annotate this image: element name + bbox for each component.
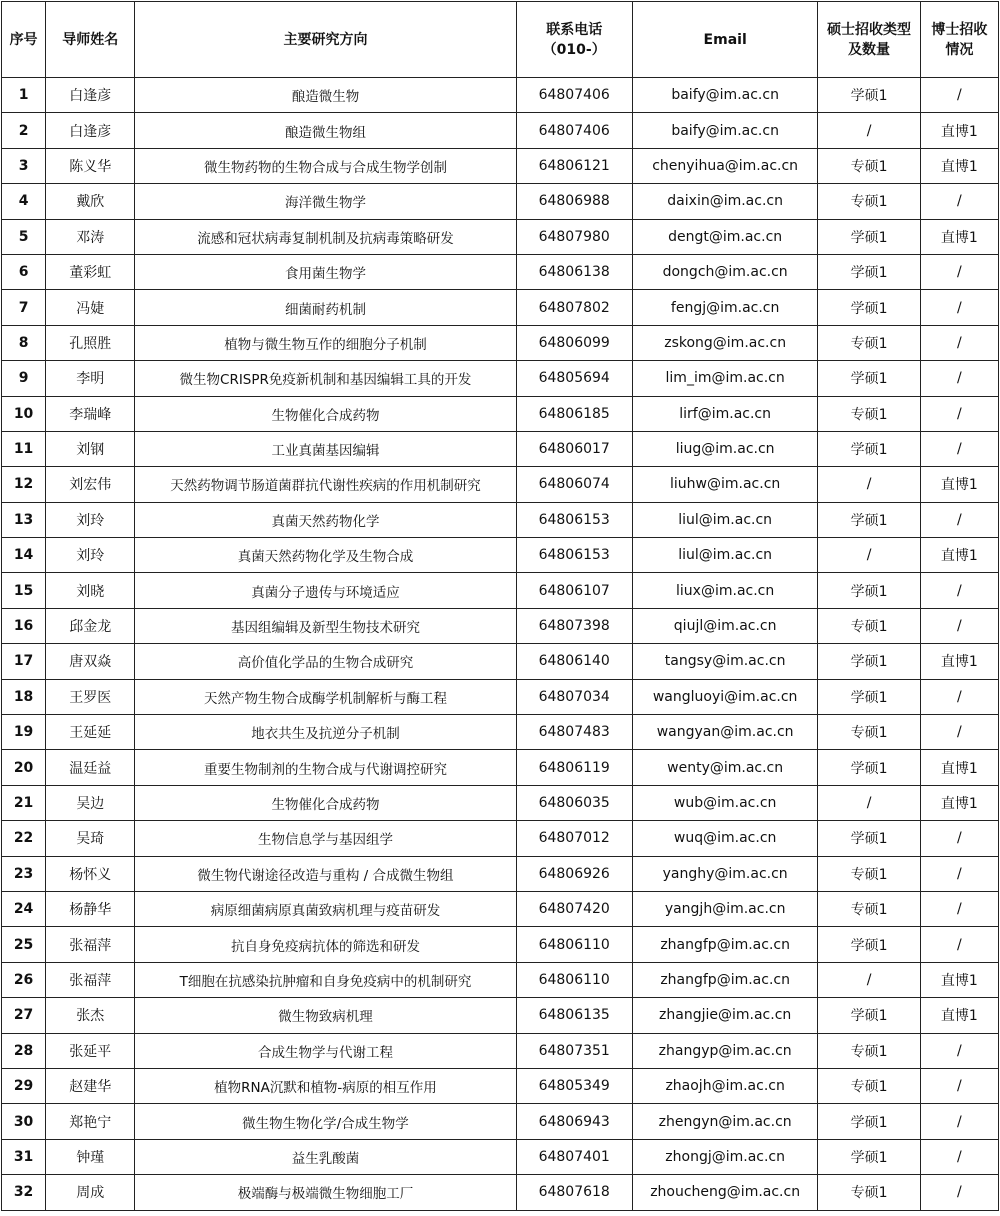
cell-masters-quota: 学硕1 <box>818 998 920 1033</box>
cell-phd-quota: 直博1 <box>920 962 998 997</box>
cell-email: fengj@im.ac.cn <box>632 290 818 325</box>
cell-phd-quota: / <box>920 1068 998 1103</box>
cell-advisor-name: 刘钢 <box>46 431 135 466</box>
cell-email: zhangjie@im.ac.cn <box>632 998 818 1033</box>
cell-phone: 64807406 <box>516 113 632 148</box>
cell-phone: 64807398 <box>516 608 632 643</box>
cell-research-direction: 酿造微生物组 <box>135 113 516 148</box>
cell-phone: 64807401 <box>516 1139 632 1174</box>
cell-phd-quota: / <box>920 715 998 750</box>
cell-research-direction: 抗自身免疫病抗体的筛选和研发 <box>135 927 516 962</box>
cell-masters-quota: 学硕1 <box>818 644 920 679</box>
cell-masters-quota: 学硕1 <box>818 573 920 608</box>
table-row <box>2 998 999 1033</box>
table-row <box>2 679 999 714</box>
cell-research-direction: 真菌分子遗传与环境适应 <box>135 573 516 608</box>
cell-research-direction: 天然产物生物合成酶学机制解析与酶工程 <box>135 679 516 714</box>
cell-index: 3 <box>2 148 46 183</box>
cell-phone: 64806153 <box>516 502 632 537</box>
table-row <box>2 1175 999 1210</box>
table-body <box>2 78 999 1211</box>
cell-phone: 64806110 <box>516 962 632 997</box>
cell-index: 32 <box>2 1175 46 1210</box>
cell-phd-quota: / <box>920 1033 998 1068</box>
cell-email: yanghy@im.ac.cn <box>632 856 818 891</box>
cell-email: qiujl@im.ac.cn <box>632 608 818 643</box>
cell-research-direction: 微生物生物化学/合成生物学 <box>135 1104 516 1139</box>
cell-email: zskong@im.ac.cn <box>632 325 818 360</box>
table-row <box>2 361 999 396</box>
cell-phd-quota: / <box>920 679 998 714</box>
cell-masters-quota: 学硕1 <box>818 679 920 714</box>
cell-masters-quota: / <box>818 538 920 573</box>
cell-index: 20 <box>2 750 46 785</box>
cell-research-direction: 微生物CRISPR免疫新机制和基因编辑工具的开发 <box>135 361 516 396</box>
table-row <box>2 431 999 466</box>
cell-masters-quota: 专硕1 <box>818 1033 920 1068</box>
cell-index: 25 <box>2 927 46 962</box>
cell-email: daixin@im.ac.cn <box>632 184 818 219</box>
header-phone <box>516 2 632 78</box>
cell-phone: 64807012 <box>516 821 632 856</box>
cell-phd-quota: 直博1 <box>920 644 998 679</box>
header-phd-quota <box>920 2 998 78</box>
cell-masters-quota: 学硕1 <box>818 927 920 962</box>
cell-phd-quota: / <box>920 1139 998 1174</box>
cell-advisor-name: 李瑞峰 <box>46 396 135 431</box>
table-row <box>2 148 999 183</box>
cell-research-direction: 极端酶与极端微生物细胞工厂 <box>135 1175 516 1210</box>
cell-masters-quota: 学硕1 <box>818 78 920 113</box>
cell-index: 2 <box>2 113 46 148</box>
cell-advisor-name: 陈义华 <box>46 148 135 183</box>
cell-index: 28 <box>2 1033 46 1068</box>
cell-advisor-name: 唐双焱 <box>46 644 135 679</box>
cell-advisor-name: 张福萍 <box>46 927 135 962</box>
cell-masters-quota: 专硕1 <box>818 148 920 183</box>
cell-email: liuhw@im.ac.cn <box>632 467 818 502</box>
cell-phd-quota: / <box>920 361 998 396</box>
cell-email: zhaojh@im.ac.cn <box>632 1068 818 1103</box>
cell-advisor-name: 刘宏伟 <box>46 467 135 502</box>
table-row <box>2 927 999 962</box>
cell-research-direction: 海洋微生物学 <box>135 184 516 219</box>
cell-index: 7 <box>2 290 46 325</box>
cell-phd-quota: / <box>920 290 998 325</box>
cell-phd-quota: / <box>920 927 998 962</box>
cell-index: 16 <box>2 608 46 643</box>
cell-phd-quota: 直博1 <box>920 148 998 183</box>
cell-research-direction: 酿造微生物 <box>135 78 516 113</box>
cell-email: dengt@im.ac.cn <box>632 219 818 254</box>
cell-email: tangsy@im.ac.cn <box>632 644 818 679</box>
cell-phd-quota: 直博1 <box>920 998 998 1033</box>
cell-phd-quota: / <box>920 325 998 360</box>
cell-index: 10 <box>2 396 46 431</box>
cell-phd-quota: / <box>920 502 998 537</box>
cell-index: 5 <box>2 219 46 254</box>
cell-phd-quota: 直博1 <box>920 785 998 820</box>
cell-phone: 64807406 <box>516 78 632 113</box>
cell-research-direction: 生物催化合成药物 <box>135 396 516 431</box>
cell-advisor-name: 孔照胜 <box>46 325 135 360</box>
cell-advisor-name: 王延延 <box>46 715 135 750</box>
table-header-row <box>2 2 999 78</box>
cell-phone: 64806135 <box>516 998 632 1033</box>
cell-advisor-name: 刘玲 <box>46 502 135 537</box>
cell-phone: 64807483 <box>516 715 632 750</box>
cell-masters-quota: 专硕1 <box>818 715 920 750</box>
cell-index: 27 <box>2 998 46 1033</box>
cell-research-direction: 微生物药物的生物合成与合成生物学创制 <box>135 148 516 183</box>
cell-email: wangyan@im.ac.cn <box>632 715 818 750</box>
cell-phone: 64806943 <box>516 1104 632 1139</box>
cell-research-direction: 生物信息学与基因组学 <box>135 821 516 856</box>
cell-advisor-name: 邓涛 <box>46 219 135 254</box>
cell-advisor-name: 李明 <box>46 361 135 396</box>
cell-phd-quota: 直博1 <box>920 113 998 148</box>
cell-index: 29 <box>2 1068 46 1103</box>
cell-advisor-name: 王罗医 <box>46 679 135 714</box>
cell-email: liul@im.ac.cn <box>632 502 818 537</box>
cell-masters-quota: 学硕1 <box>818 431 920 466</box>
cell-email: wuq@im.ac.cn <box>632 821 818 856</box>
cell-masters-quota: / <box>818 467 920 502</box>
cell-email: wangluoyi@im.ac.cn <box>632 679 818 714</box>
cell-phd-quota: / <box>920 184 998 219</box>
table-row <box>2 502 999 537</box>
cell-phd-quota: 直博1 <box>920 750 998 785</box>
cell-phone: 64806099 <box>516 325 632 360</box>
cell-advisor-name: 赵建华 <box>46 1068 135 1103</box>
header-phd-line1: 博士招收 <box>931 21 988 38</box>
cell-phd-quota: / <box>920 573 998 608</box>
cell-index: 6 <box>2 254 46 289</box>
cell-email: baify@im.ac.cn <box>632 113 818 148</box>
cell-phd-quota: 直博1 <box>920 219 998 254</box>
table-row <box>2 856 999 891</box>
cell-phone: 64805694 <box>516 361 632 396</box>
cell-phd-quota: / <box>920 856 998 891</box>
cell-index: 8 <box>2 325 46 360</box>
cell-advisor-name: 杨静华 <box>46 891 135 926</box>
table-row <box>2 1033 999 1068</box>
cell-phone: 64805349 <box>516 1068 632 1103</box>
cell-email: liux@im.ac.cn <box>632 573 818 608</box>
cell-advisor-name: 刘玲 <box>46 538 135 573</box>
header-phd-line2: 情况 <box>945 41 974 58</box>
cell-masters-quota: 专硕1 <box>818 184 920 219</box>
cell-index: 11 <box>2 431 46 466</box>
cell-advisor-name: 白逢彦 <box>46 78 135 113</box>
header-email: Email <box>632 2 818 78</box>
cell-advisor-name: 张福萍 <box>46 962 135 997</box>
cell-research-direction: 微生物致病机理 <box>135 998 516 1033</box>
cell-research-direction: 细菌耐药机制 <box>135 290 516 325</box>
cell-advisor-name: 白逢彦 <box>46 113 135 148</box>
cell-research-direction: 益生乳酸菌 <box>135 1139 516 1174</box>
cell-phd-quota: / <box>920 396 998 431</box>
cell-phd-quota: / <box>920 1104 998 1139</box>
cell-research-direction: 地衣共生及抗逆分子机制 <box>135 715 516 750</box>
cell-masters-quota: 学硕1 <box>818 750 920 785</box>
cell-phone: 64806926 <box>516 856 632 891</box>
cell-masters-quota: 学硕1 <box>818 821 920 856</box>
cell-email: chenyihua@im.ac.cn <box>632 148 818 183</box>
cell-masters-quota: 专硕1 <box>818 396 920 431</box>
cell-index: 24 <box>2 891 46 926</box>
cell-advisor-name: 邱金龙 <box>46 608 135 643</box>
cell-research-direction: 真菌天然药物化学及生物合成 <box>135 538 516 573</box>
table-row <box>2 785 999 820</box>
cell-email: zhangyp@im.ac.cn <box>632 1033 818 1068</box>
cell-advisor-name: 张杰 <box>46 998 135 1033</box>
cell-phd-quota: / <box>920 78 998 113</box>
cell-research-direction: 工业真菌基因编辑 <box>135 431 516 466</box>
header-masters-quota <box>818 2 920 78</box>
cell-email: liul@im.ac.cn <box>632 538 818 573</box>
table-row <box>2 254 999 289</box>
table-row <box>2 290 999 325</box>
table-row <box>2 1104 999 1139</box>
header-masters-line2: 及数量 <box>848 41 891 58</box>
cell-phone: 64807034 <box>516 679 632 714</box>
cell-advisor-name: 吴琦 <box>46 821 135 856</box>
table-row <box>2 750 999 785</box>
cell-research-direction: 真菌天然药物化学 <box>135 502 516 537</box>
cell-research-direction: 基因组编辑及新型生物技术研究 <box>135 608 516 643</box>
cell-masters-quota: 专硕1 <box>818 608 920 643</box>
table-row <box>2 891 999 926</box>
cell-index: 31 <box>2 1139 46 1174</box>
cell-email: wub@im.ac.cn <box>632 785 818 820</box>
cell-phd-quota: / <box>920 608 998 643</box>
cell-email: lim_im@im.ac.cn <box>632 361 818 396</box>
cell-index: 9 <box>2 361 46 396</box>
cell-research-direction: 病原细菌病原真菌致病机理与疫苗研发 <box>135 891 516 926</box>
cell-masters-quota: 专硕1 <box>818 1175 920 1210</box>
cell-research-direction: 天然药物调节肠道菌群抗代谢性疾病的作用机制研究 <box>135 467 516 502</box>
cell-phone: 64806140 <box>516 644 632 679</box>
cell-advisor-name: 刘晓 <box>46 573 135 608</box>
cell-advisor-name: 温廷益 <box>46 750 135 785</box>
cell-research-direction: 微生物代谢途径改造与重构 / 合成微生物组 <box>135 856 516 891</box>
cell-index: 30 <box>2 1104 46 1139</box>
cell-masters-quota: 学硕1 <box>818 1104 920 1139</box>
cell-advisor-name: 吴边 <box>46 785 135 820</box>
table-row <box>2 644 999 679</box>
cell-email: zhengyn@im.ac.cn <box>632 1104 818 1139</box>
table-row <box>2 538 999 573</box>
cell-phd-quota: / <box>920 431 998 466</box>
cell-phone: 64806074 <box>516 467 632 502</box>
cell-advisor-name: 张延平 <box>46 1033 135 1068</box>
cell-phone: 64806110 <box>516 927 632 962</box>
cell-masters-quota: 学硕1 <box>818 502 920 537</box>
cell-index: 12 <box>2 467 46 502</box>
header-masters-line1: 硕士招收类型 <box>827 21 912 38</box>
cell-masters-quota: 学硕1 <box>818 254 920 289</box>
cell-phone: 64807420 <box>516 891 632 926</box>
cell-index: 15 <box>2 573 46 608</box>
table-row <box>2 396 999 431</box>
cell-email: baify@im.ac.cn <box>632 78 818 113</box>
cell-phone: 64806988 <box>516 184 632 219</box>
header-advisor-name: 导师姓名 <box>46 2 135 78</box>
cell-research-direction: T细胞在抗感染抗肿瘤和自身免疫病中的机制研究 <box>135 962 516 997</box>
cell-research-direction: 植物RNA沉默和植物-病原的相互作用 <box>135 1068 516 1103</box>
cell-phone: 64807802 <box>516 290 632 325</box>
cell-index: 26 <box>2 962 46 997</box>
advisor-table <box>1 1 999 1211</box>
cell-phone: 64806017 <box>516 431 632 466</box>
table-row <box>2 325 999 360</box>
cell-phone: 64807351 <box>516 1033 632 1068</box>
table-row <box>2 715 999 750</box>
cell-advisor-name: 钟瑾 <box>46 1139 135 1174</box>
cell-phd-quota: 直博1 <box>920 538 998 573</box>
header-phone-line1: 联系电话 <box>546 21 603 38</box>
cell-masters-quota: / <box>818 785 920 820</box>
cell-index: 22 <box>2 821 46 856</box>
cell-masters-quota: 学硕1 <box>818 361 920 396</box>
cell-email: wenty@im.ac.cn <box>632 750 818 785</box>
cell-advisor-name: 杨怀义 <box>46 856 135 891</box>
cell-advisor-name: 冯婕 <box>46 290 135 325</box>
cell-phone: 64806153 <box>516 538 632 573</box>
cell-email: liug@im.ac.cn <box>632 431 818 466</box>
cell-index: 23 <box>2 856 46 891</box>
cell-email: zhongj@im.ac.cn <box>632 1139 818 1174</box>
header-index: 序号 <box>2 2 46 78</box>
cell-phone: 64806138 <box>516 254 632 289</box>
cell-advisor-name: 周成 <box>46 1175 135 1210</box>
cell-masters-quota: 专硕1 <box>818 856 920 891</box>
header-phone-line2: （010-） <box>542 41 606 58</box>
cell-email: yangjh@im.ac.cn <box>632 891 818 926</box>
table-row <box>2 467 999 502</box>
table-row <box>2 1068 999 1103</box>
cell-research-direction: 重要生物制剂的生物合成与代谢调控研究 <box>135 750 516 785</box>
table-row <box>2 219 999 254</box>
cell-index: 19 <box>2 715 46 750</box>
cell-phone: 64806119 <box>516 750 632 785</box>
cell-phone: 64806107 <box>516 573 632 608</box>
cell-phd-quota: / <box>920 1175 998 1210</box>
cell-masters-quota: / <box>818 113 920 148</box>
cell-research-direction: 高价值化学品的生物合成研究 <box>135 644 516 679</box>
cell-index: 21 <box>2 785 46 820</box>
cell-phone: 64807618 <box>516 1175 632 1210</box>
cell-research-direction: 植物与微生物互作的细胞分子机制 <box>135 325 516 360</box>
cell-email: zhoucheng@im.ac.cn <box>632 1175 818 1210</box>
cell-advisor-name: 董彩虹 <box>46 254 135 289</box>
cell-index: 14 <box>2 538 46 573</box>
cell-phd-quota: 直博1 <box>920 467 998 502</box>
cell-index: 13 <box>2 502 46 537</box>
cell-masters-quota: 专硕1 <box>818 891 920 926</box>
cell-index: 17 <box>2 644 46 679</box>
table-row <box>2 113 999 148</box>
cell-research-direction: 流感和冠状病毒复制机制及抗病毒策略研发 <box>135 219 516 254</box>
header-research-direction: 主要研究方向 <box>135 2 516 78</box>
cell-email: zhangfp@im.ac.cn <box>632 962 818 997</box>
table-row <box>2 1139 999 1174</box>
cell-phd-quota: / <box>920 821 998 856</box>
cell-advisor-name: 戴欣 <box>46 184 135 219</box>
table-row <box>2 78 999 113</box>
cell-email: dongch@im.ac.cn <box>632 254 818 289</box>
cell-masters-quota: / <box>818 962 920 997</box>
cell-phone: 64806185 <box>516 396 632 431</box>
cell-research-direction: 生物催化合成药物 <box>135 785 516 820</box>
cell-phd-quota: / <box>920 254 998 289</box>
cell-masters-quota: 学硕1 <box>818 219 920 254</box>
cell-phone: 64806035 <box>516 785 632 820</box>
cell-email: zhangfp@im.ac.cn <box>632 927 818 962</box>
cell-index: 1 <box>2 78 46 113</box>
cell-masters-quota: 学硕1 <box>818 290 920 325</box>
table-row <box>2 821 999 856</box>
cell-masters-quota: 学硕1 <box>818 1139 920 1174</box>
table-row <box>2 184 999 219</box>
cell-research-direction: 合成生物学与代谢工程 <box>135 1033 516 1068</box>
cell-index: 18 <box>2 679 46 714</box>
cell-phone: 64807980 <box>516 219 632 254</box>
cell-masters-quota: 专硕1 <box>818 1068 920 1103</box>
cell-phone: 64806121 <box>516 148 632 183</box>
cell-index: 4 <box>2 184 46 219</box>
cell-email: lirf@im.ac.cn <box>632 396 818 431</box>
cell-phd-quota: / <box>920 891 998 926</box>
table-row <box>2 962 999 997</box>
cell-masters-quota: 专硕1 <box>818 325 920 360</box>
cell-research-direction: 食用菌生物学 <box>135 254 516 289</box>
table-row <box>2 608 999 643</box>
cell-advisor-name: 郑艳宁 <box>46 1104 135 1139</box>
table-row <box>2 573 999 608</box>
